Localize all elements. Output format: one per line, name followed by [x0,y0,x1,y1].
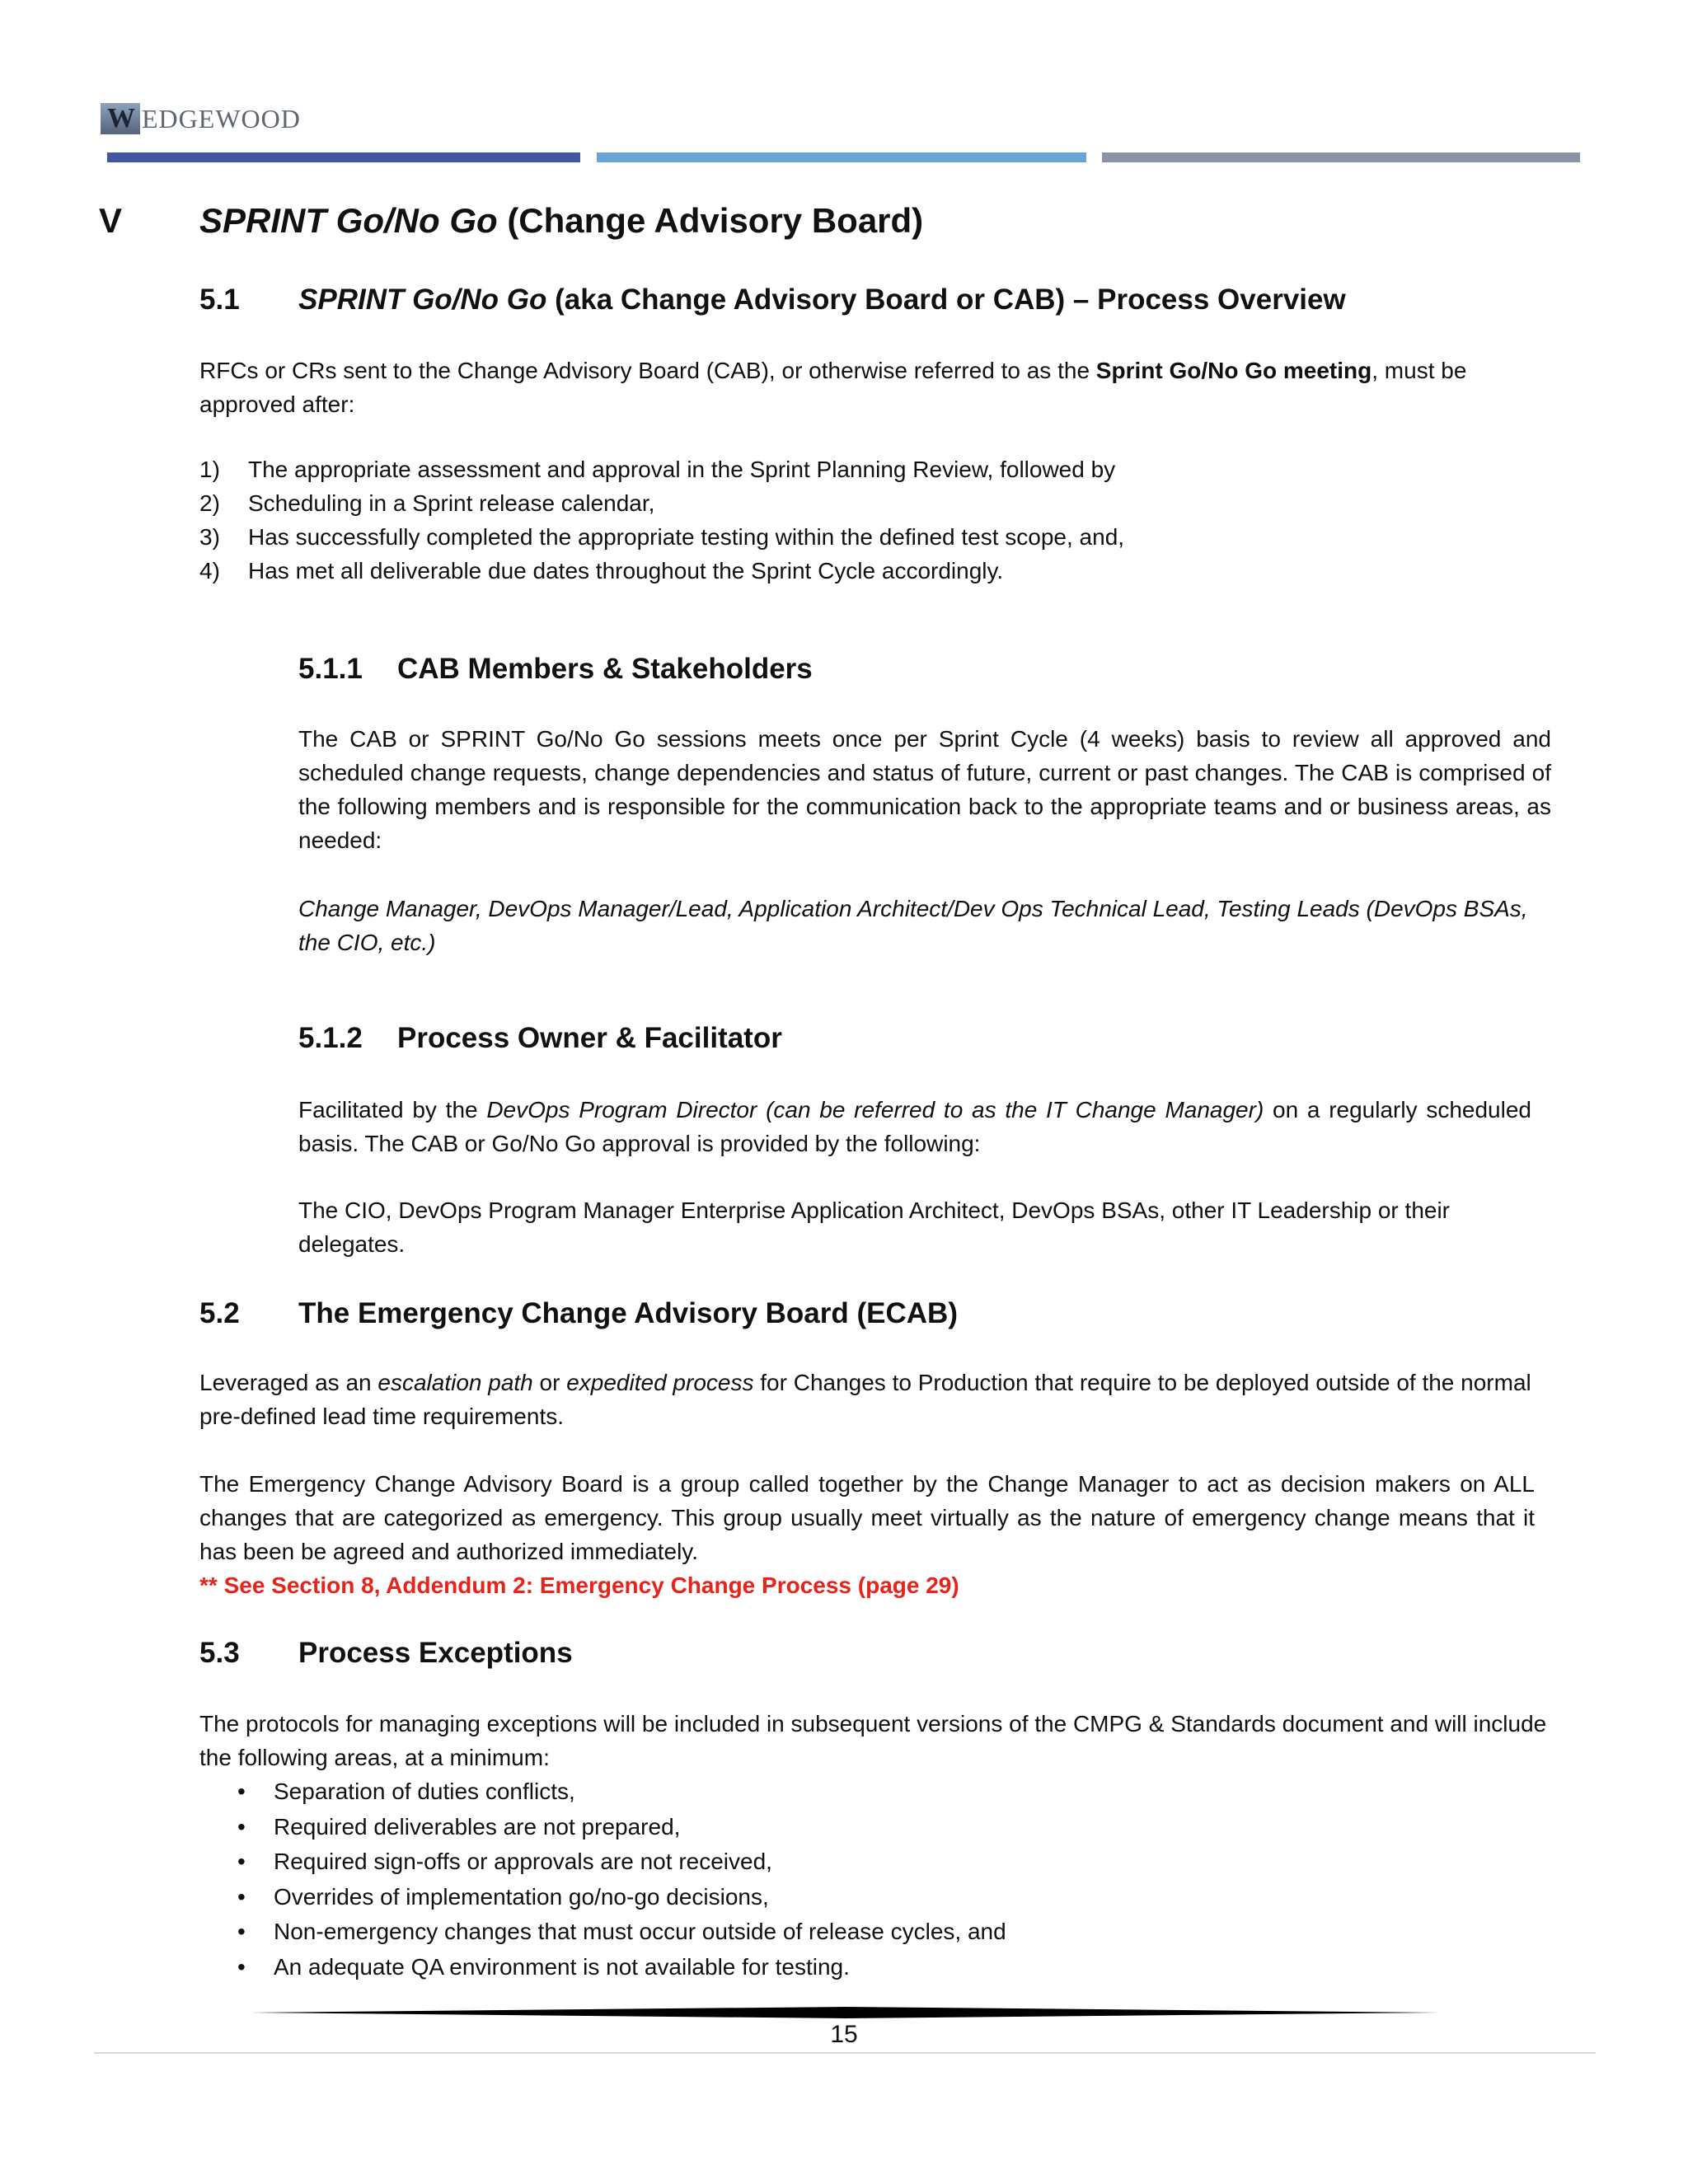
list-item [199,1880,1551,1915]
header-bar-light-blue [597,152,1086,162]
section-5-3-paragraph: The protocols for managing exceptions will be included in subsequent versions of the CMPG & Standards document and will include the following areas, at a minimum: [199,1711,1547,1770]
list-item-text: Scheduling in a Sprint release calendar, [248,490,655,516]
section-5-2-para-i1: escalation path [377,1370,533,1395]
section-5-2-para-i2: expedited process [566,1370,754,1395]
bullet-icon: • [237,1813,246,1840]
list-item-number: 3) [199,524,220,550]
section-5-1-numbered-list [199,452,1551,588]
page-number: 15 [830,2021,858,2048]
section-5-2-paragraph [199,1366,1535,1433]
list-item [199,1844,1551,1880]
list-item [199,1950,1551,1985]
section-5-2-title: The Emergency Change Advisory Board (ECAB) [298,1297,958,1329]
section-5-3-number: 5.3 [199,1637,240,1669]
bullet-icon: • [237,1779,246,1804]
section-5-1-intro-a: RFCs or CRs sent to the Change Advisory Board (CAB), or otherwise referred to as the [199,358,1096,383]
section-5-1-2-paragraph-2: The CIO, DevOps Program Manager Enterprise Application Architect, DevOps BSAs, other IT Leadership or their delegates. [298,1197,1451,1257]
section-v-title [199,200,923,241]
section-5-2-emergency-note: ** See Section 8, Addendum 2: Emergency Change Process (page 29) [199,1572,959,1598]
list-item [199,1915,1551,1950]
bullet-icon: • [237,1919,246,1944]
section-5-1-intro-b: , must be approved after: [199,358,1467,417]
list-item-text: Overrides of implementation go/no-go decisions, [274,1883,769,1910]
section-5-1-2-para-a: Facilitated by the [298,1097,487,1122]
header-bar-gray [1102,152,1580,162]
section-5-1-2-title: Process Owner & Facilitator [397,1022,782,1054]
header-bar-blue [107,152,580,162]
list-item [199,520,1551,554]
logo-mark: W [101,103,140,134]
footer-rule [94,2052,1596,2054]
list-item-text: The appropriate assessment and approval in the Sprint Planning Review, followed by [248,457,1116,482]
section-5-2-para-b: or [532,1370,567,1395]
list-item-number: 2) [199,490,220,516]
bullet-icon: • [237,1953,246,1980]
section-5-1-title-italic: SPRINT Go/No Go [298,284,547,316]
section-5-2-paragraph-2: The Emergency Change Advisory Board is a group called together by the Change Manager to act as decision makers on ALL changes that are categorized as emergency. This group usually meet virtually as the nature of emergency change means that it has been be agreed and authorized immediately. [199,1471,1535,1564]
section-5-2-number: 5.2 [199,1297,240,1329]
list-item-text: Non-emergency changes that must occur outside of release cycles, and [274,1919,1006,1944]
section-5-1-2-paragraph [298,1093,1531,1160]
list-item [199,452,1551,486]
section-v-title-italic: SPRINT Go/No Go [199,201,498,240]
section-5-1-1-number: 5.1.1 [298,653,363,685]
section-5-1-2-para-italic: DevOps Program Director (can be referred to as the IT Change Manager) [486,1097,1264,1122]
section-v-title-rest: (Change Advisory Board) [497,201,924,240]
section-5-2-para-c: for Changes to Production that require to be deployed outside of the normal pre-defined lead time requirements. [199,1370,1531,1429]
list-item-text: Has met all deliverable due dates throughout the Sprint Cycle accordingly. [248,558,1004,583]
section-5-1-2-number: 5.1.2 [298,1022,363,1054]
logo-text: EDGEWOOD [142,103,301,134]
section-5-1-2-para-b: on a regularly scheduled basis. The CAB or Go/No Go approval is provided by the following: [298,1097,1531,1156]
section-5-2-para-a: Leveraged as an [199,1370,378,1395]
list-item-text: Has successfully completed the appropriate testing within the defined test scope, and, [248,524,1125,550]
list-item [199,554,1551,588]
list-item-number: 1) [199,457,220,482]
list-item-text: An adequate QA environment is not available for testing. [274,1953,850,1980]
wedgewood-logo [101,102,301,135]
section-5-3-title: Process Exceptions [298,1637,573,1669]
section-5-1-1-members: Change Manager, DevOps Manager/Lead, Application Architect/Dev Ops Technical Lead, Testing Leads (DevOps BSAs, the CIO, etc.) [298,896,1528,955]
list-item-text: Separation of duties conflicts, [274,1779,575,1804]
section-5-1-intro [199,354,1551,421]
section-5-3-bullet-list [199,1774,1551,1985]
list-item-text: Required sign-offs or approvals are not received, [274,1849,772,1874]
section-5-1-1-title: CAB Members & Stakeholders [397,653,813,685]
section-v-number: V [99,201,123,240]
list-item [199,1774,1551,1810]
section-5-1-title-rest: (aka Change Advisory Board or CAB) – Process Overview [546,284,1346,316]
list-item [199,1810,1551,1845]
section-5-1-1-paragraph: The CAB or SPRINT Go/No Go sessions meets once per Sprint Cycle (4 weeks) basis to review all approved and scheduled change requests, change dependencies and status of future, current or past changes. The CAB is comprised of the following members and is responsible for the communication back to the appropriate teams and or business areas, as needed: [298,726,1551,853]
section-5-1-intro-bold: Sprint Go/No Go meeting [1095,358,1372,383]
section-5-1-title [298,283,1346,317]
list-item [199,486,1551,520]
list-item-number: 4) [199,558,220,583]
list-item-text: Required deliverables are not prepared, [274,1813,681,1840]
section-5-1-number: 5.1 [199,284,240,316]
footer-divider [251,2004,1439,2021]
bullet-icon: • [237,1883,246,1910]
bullet-icon: • [237,1849,246,1874]
